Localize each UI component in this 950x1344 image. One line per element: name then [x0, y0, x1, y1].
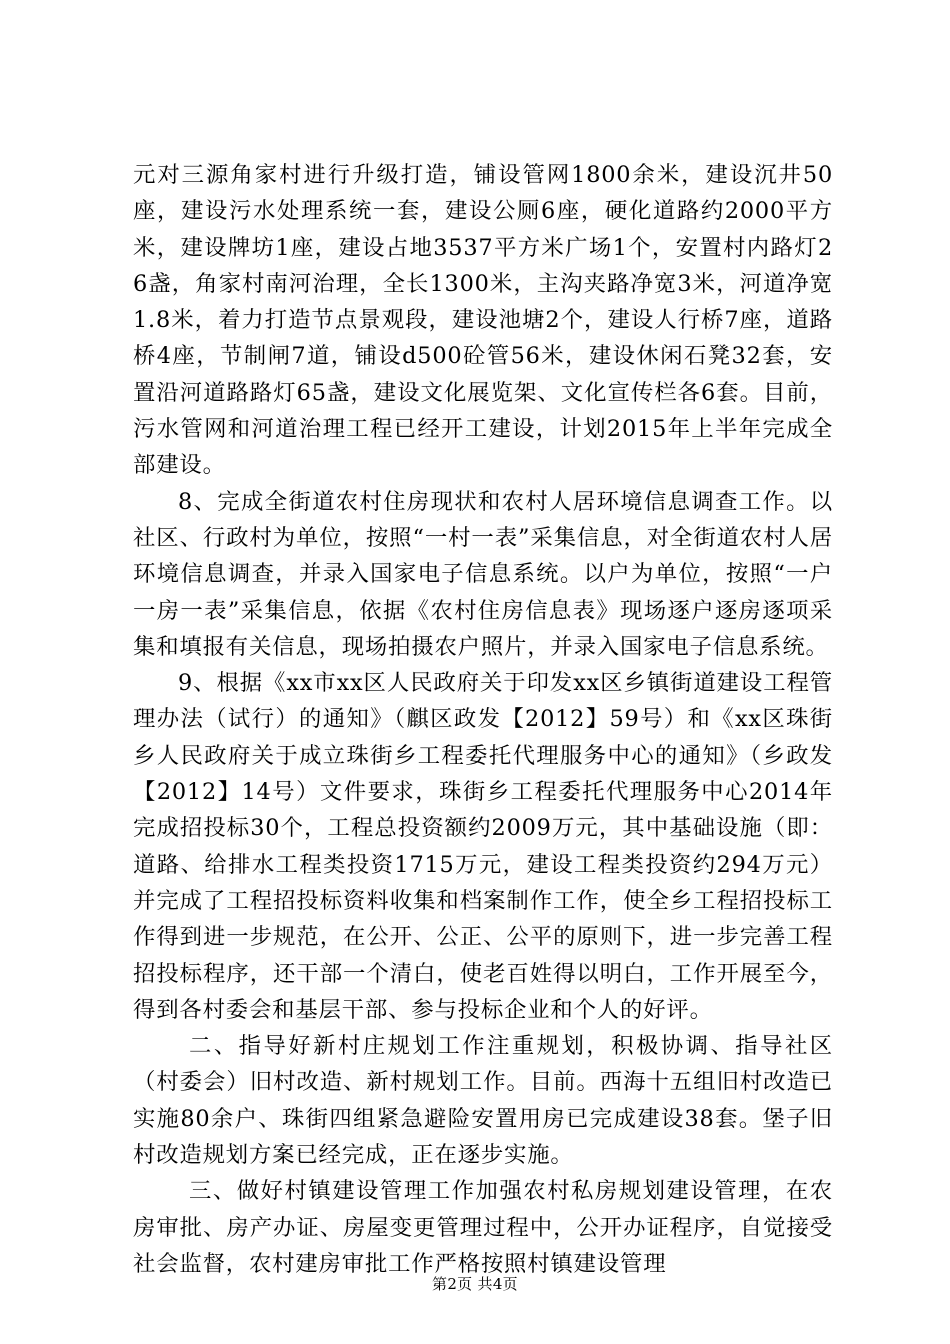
- page-footer: 第2页 共4页: [432, 1275, 518, 1293]
- paragraph-section-2: 二、指导好新村庄规划工作注重规划，积极协调、指导社区（村委会）旧村改造、新村规划工作。目前。西海十五组旧村改造已实施80余户、珠街四组紧急避险安置用房已完成建设38套。堡子旧村改造规划方案已经完成，正在逐步实施。: [133, 1033, 833, 1169]
- paragraph-project-details: 元对三源角家村进行升级打造，铺设管网1800余米，建设沉井50座，建设污水处理系统一套，建设公厕6座，硬化道路约2000平方米，建设牌坊1座，建设占地3537平方米广场1个，安置村内路灯26盏，角家村南河治理，全长1300米，主沟夹路净宽3米，河道净宽1.8米，着力打造节点景观段，建设池塘2个，建设人行桥7座，道路桥4座，节制闸7道，铺设d500砼管56米，建设休闲石凳32套，安置沿河道路路灯65盏，建设文化展览架、文化宣传栏各6套。目前，污水管网和河道治理工程已经开工建设，计划2015年上半年完成全部建设。: [133, 162, 833, 479]
- paragraph-section-3: 三、做好村镇建设管理工作加强农村私房规划建设管理，在农房审批、房产办证、房屋变更管理过程中，公开办证程序，自觉接受社会监督，农村建房审批工作严格按照村镇建设管理: [133, 1178, 833, 1277]
- paragraph-item-8: 8、完成全街道农村住房现状和农村人居环境信息调查工作。以社区、行政村为单位，按照“一村一表”采集信息，对全街道农村人居环境信息调查，并录入国家电子信息系统。以户为单位，按照“一户一房一表”采集信息，依据《农村住房信息表》现场逐户逐房逐项采集和填报有关信息，现场拍摄农户照片，并录入国家电子信息系统。: [133, 488, 833, 660]
- document-body: [133, 157, 833, 1282]
- paragraph-item-9: 9、根据《xx市xx区人民政府关于印发xx区乡镇街道建设工程管理办法（试行）的通知》（麒区政发【2012】59号）和《xx区珠街乡人民政府关于成立珠街乡工程委托代理服务中心的通知》（乡政发【2012】14号）文件要求，珠街乡工程委托代理服务中心2014年完成招投标30个，工程总投资额约2009万元，其中基础设施（即：道路、给排水工程类投资1715万元，建设工程类投资约294万元）并完成了工程招投标资料收集和档案制作工作，使全乡工程招投标工作得到进一步规范，在公开、公正、公平的原则下，进一步完善工程招投标程序，还干部一个清白，使老百姓得以明白，工作开展至今，得到各村委会和基层干部、参与投标企业和个人的好评。: [133, 670, 833, 1023]
